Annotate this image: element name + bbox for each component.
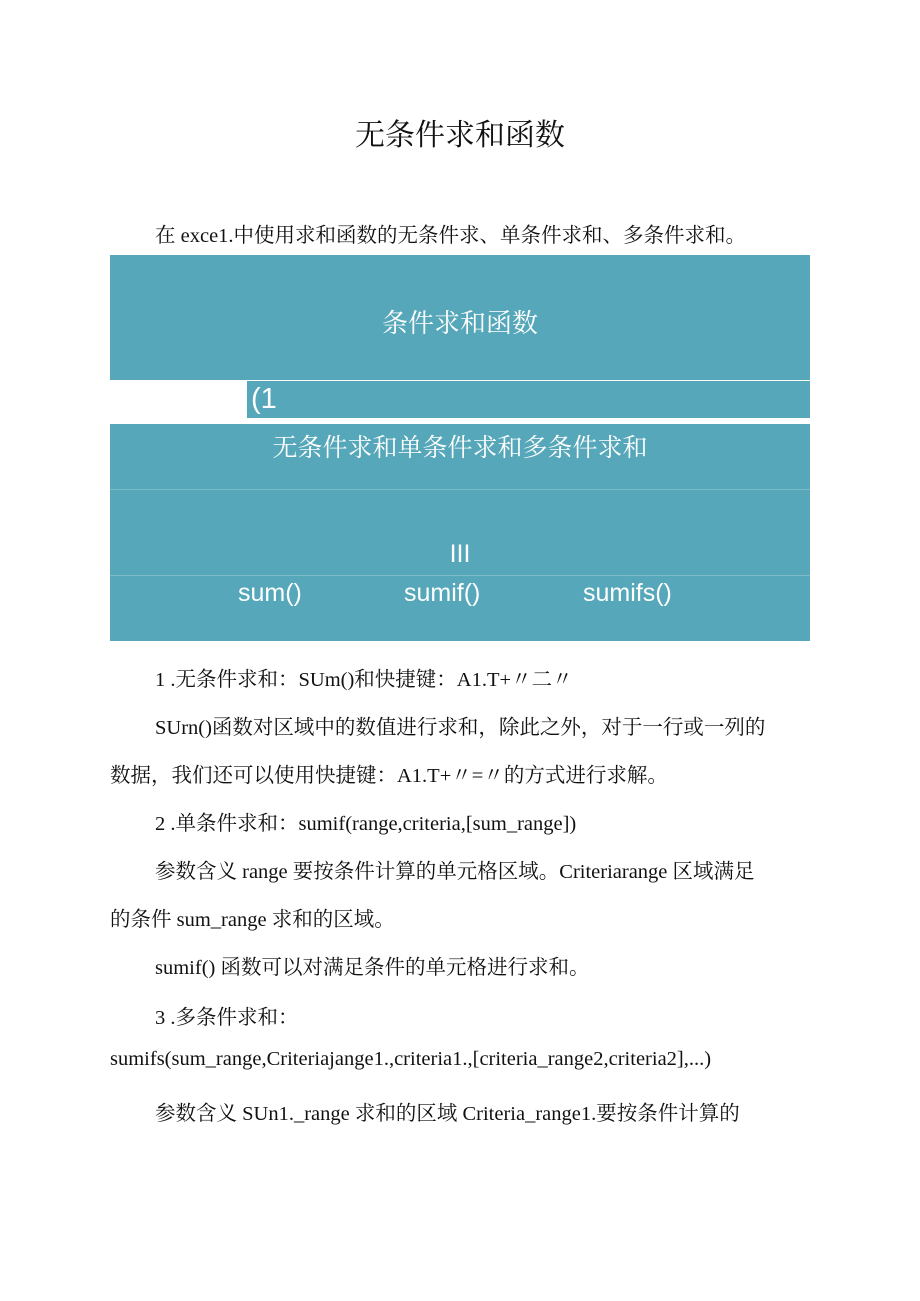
paragraph-line: sumif() 函数可以对满足条件的单元格进行求和。	[155, 957, 590, 979]
function-sumifs: sumifs()	[583, 579, 672, 607]
paragraph-line: 1 .无条件求和：SUm()和快捷键：A1.T+〃二〃	[155, 669, 573, 691]
paragraph-line: 参数含义 range 要按条件计算的单元格区域。Criteriarange 区域满足	[155, 861, 755, 883]
diagram-separator-mark: III	[449, 540, 471, 568]
diagram-divider-bottom	[110, 575, 810, 576]
diagram-header-box	[110, 255, 810, 380]
paragraph-line: sumifs(sum_range,Criteriajange1.,criteria1.,[criteria_range2,criteria2],...)	[110, 1048, 712, 1070]
paragraph-line: 的条件 sum_range 求和的区域。	[110, 909, 395, 931]
paragraph-line: 2 .单条件求和：sumif(range,criteria,[sum_range])	[155, 813, 577, 835]
paragraph-line: 参数含义 SUn1._range 求和的区域 Criteria_range1.要按条件计算的	[155, 1103, 740, 1125]
page-title: 无条件求和函数	[355, 118, 565, 153]
diagram-index-box	[247, 381, 810, 418]
paragraph-line: 3 .多条件求和：	[155, 1007, 299, 1029]
paragraph-line: SUrn()函数对区域中的数值进行求和，除此之外，对于一行或一列的	[155, 717, 766, 739]
function-sum: sum()	[238, 579, 302, 607]
function-sumif: sumif()	[404, 579, 481, 607]
paragraph-line: 数据，我们还可以使用快捷键：A1.T+〃=〃的方式进行求解。	[110, 765, 668, 787]
diagram-index-label: (1	[251, 383, 277, 415]
diagram-header: 条件求和函数	[381, 308, 538, 338]
intro-paragraph: 在 exce1.中使用求和函数的无条件求、单条件求和、多条件求和。	[155, 225, 747, 247]
diagram-categories: 无条件求和单条件求和多条件求和	[272, 434, 648, 462]
diagram-divider-top	[110, 489, 810, 490]
diagram-body-box	[110, 424, 810, 641]
